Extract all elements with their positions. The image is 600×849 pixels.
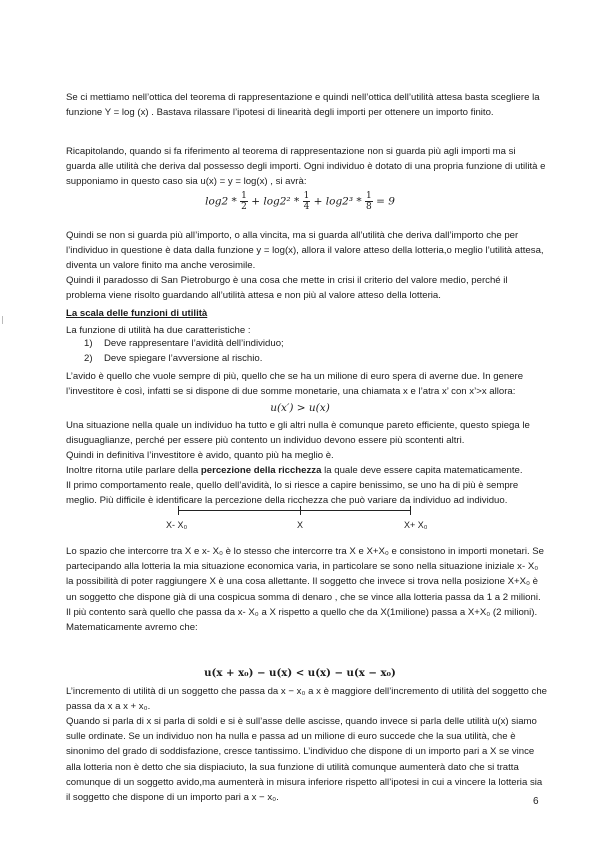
formula-term-2: + log2² * — [247, 195, 303, 208]
paragraph-intro: La funzione di utilità ha due caratteristiche : — [66, 325, 251, 336]
paragraph-san-pietroburgo: Quindi il paradosso di San Pietroburgo è una cosa che mette in crisi il criterio del valore medio, perché il problema viene risolto guardando all’utilità attesa e non più al valore atteso della lotteria. — [66, 275, 508, 302]
paragraph-perception: Inoltre ritorna utile parlare della percezione della ricchezza la quale deve essere capita matematicamente. — [66, 465, 523, 476]
fraction-half: $\frac{1}{2}$ — [241, 191, 247, 212]
formula-greed: u(x′) > u(x) — [270, 402, 330, 414]
axis-label-middle: X — [297, 520, 304, 530]
axis-tick-middle — [300, 506, 301, 515]
paragraph-avido: L’avido è quello che vuole sempre di più, quello che se ha un milione di euro spera di averne due. In genere l’investitore è così, infatti se si dispone di due somme monetarie, una chiamata x e l’atra x’ con x’>x allora: — [66, 371, 524, 398]
formula-expected-utility — [0, 191, 600, 212]
wealth-axis — [178, 510, 411, 511]
paragraph-real-behaviour: Il primo comportamento reale, quello dell’avidità, lo si riesce a capire benissimo, se uno ha di più è sempre meglio. Più difficile è identificare la percezione della ricchezza che può variare da individuo ad individuo. — [66, 480, 519, 507]
paragraph-pareto: Una situazione nella quale un individuo ha tutto e gli altri nulla è comunque pareto efficiente, questo spiega le disuguaglianze, perché per essere più contento un individuo devono essere più scontenti altri. — [66, 420, 530, 447]
formula-result: = 9 — [372, 195, 395, 208]
list-text: Deve rappresentare l’avidità dell’individuo; — [104, 338, 284, 349]
fraction-quarter: $\frac{1}{4}$ — [303, 191, 310, 212]
list-text: Deve spiegare l’avversione al rischio. — [104, 353, 263, 364]
formula-term-1: log2 * — [205, 195, 241, 208]
list-item — [84, 353, 262, 364]
paragraph-representation-theorem: Se ci mettiamo nell’ottica del teorema di rappresentazione e quindi nell’ottica dell’utilità attesa basta scegliere la funzione Y = log (x) . Bastava rilassare l’ipotesi di linearità degli importi per ottenere un importo finito. — [66, 92, 540, 119]
axis-label-left: X- X₀ — [166, 520, 188, 530]
list-number: 1) — [84, 338, 93, 349]
margin-mark — [2, 316, 3, 324]
axis-label-right: X+ X₀ — [404, 520, 428, 530]
section-heading: La scala delle funzioni di utilità — [66, 308, 208, 319]
fraction-eighth: $\frac{1}{8}$ — [366, 191, 372, 212]
formula-term-3: + log2³ * — [310, 195, 365, 208]
paragraph-conclusion: Quindi in definitiva l’investitore è avido, quanto più ha meglio è. — [66, 450, 334, 461]
formula-utility-increment: u(x + x₀) − u(x) < u(x) − u(x − x₀) — [204, 667, 396, 679]
page-number: 6 — [533, 796, 539, 807]
axis-tick-left — [178, 506, 179, 515]
axis-tick-right — [410, 506, 411, 515]
paragraph-increment: L’incremento di utilità di un soggetto che passa da x − x₀ a x è maggiore dell’incremento di utilità del soggetto che passa da x a x + x₀. — [66, 686, 548, 713]
paragraph-lottery: Lo spazio che intercorre tra X e x- X₀ è lo stesso che intercorre tra X e X+X₀ e consistono in importi monetari. Se partecipando alla lotteria la mia situazione economica varia, in particolare se sono nella situazione iniziale x- X₀ la possibilità di poter raggiungere X è una cosa allettante. Il soggetto che invece si trova nella posizione X+X₀ è un soggetto che dispone già di una cospicua somma di denaro , che se vince alla lotteria passa da 1 a 2 milioni. Il più contento sarà quello che passa da x- X₀ a X rispetto a quello che da X(1milione) passa a X+X₀ (2 milioni). Matematicamente avremo che: — [66, 546, 545, 634]
paragraph-utility-value: Quindi se non si guarda più all’importo, o alla vincita, ma si guarda all’utilità che deriva dall’importo che per l’individuo in questione è data dalla funzione y = log(x), allora il valore atteso della lotteria,o meglio l’utilità attesa, diventa un valore finito ma anche verosimile. — [66, 230, 544, 272]
list-item — [84, 338, 284, 349]
bold-term: percezione della ricchezza — [200, 465, 322, 476]
list-number: 2) — [84, 353, 93, 364]
paragraph-recap: Ricapitolando, quando si fa riferimento al teorema di rappresentazione non si guarda più agli importi ma si guarda alle utilità che deriva dal possesso degli importi. Ogni individuo è dotato di una propria funzione di utilità e supponiamo in questo caso sia u(x) = y = log(x) , si avrà: — [66, 146, 546, 188]
paragraph-axes: Quando si parla di x si parla di soldi e si è sull’asse delle ascisse, quando invece si parla delle utilità u(x) siamo sulle ordinate. Se un individuo non ha nulla e passa ad un milione di euro succede che la sua utilità, che è sinonimo del grado di soddisfazione, cresce tantissimo. L’individuo che dispone di un importo pari a X se vince alla lotteria non è detto che sia dispiaciuto, la sua funzione di utilità comunque aumenterà dato che si tratta comunque di un soggetto avido,ma aumenterà in misura inferiore rispetto all’ipotesi in cui a vincere la lotteria sia il soggetto che dispone di un importo pari a x − x₀. — [66, 716, 543, 804]
